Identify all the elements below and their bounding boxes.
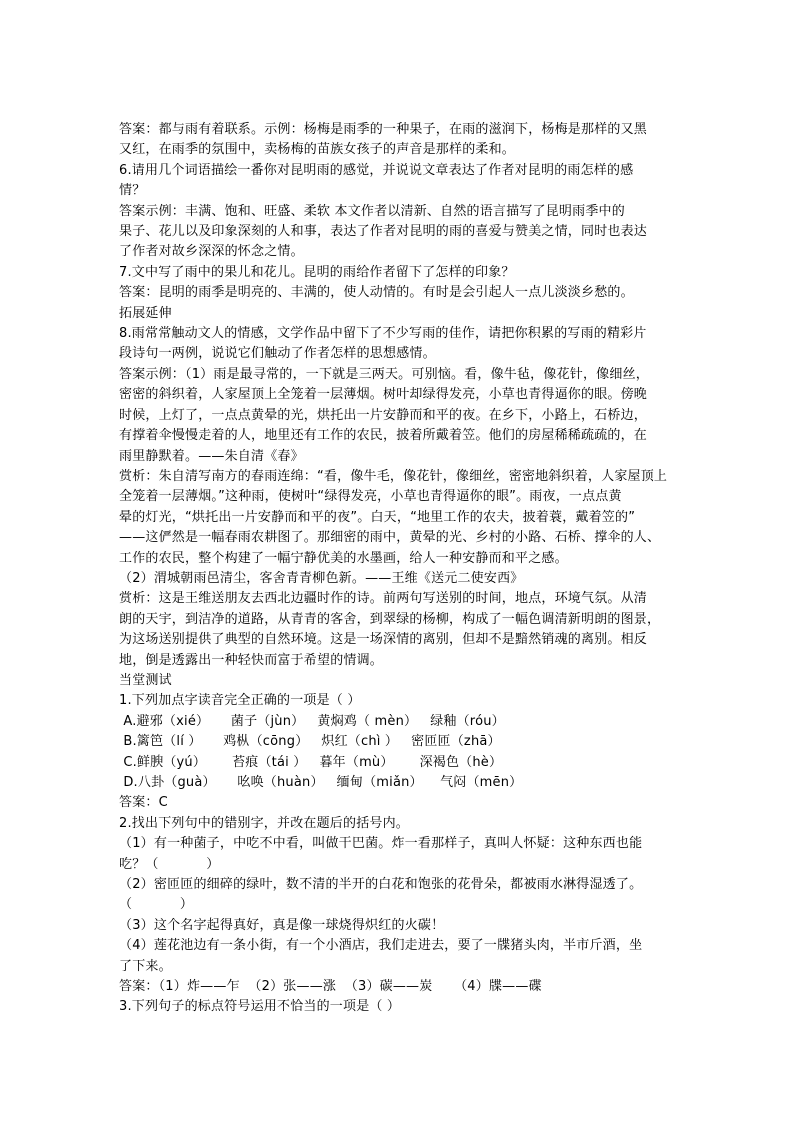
text-line: 了下来。 (119, 958, 172, 974)
text-line: 工作的农民，整个构建了一幅宁静优美的水墨画，给人一种安静而和平之感。 (119, 550, 568, 566)
text-line: 朗的天宇，到洁净的道路，从青青的客舍，到翠绿的杨柳，构成了一幅色调清新明朗的图景， (119, 611, 661, 627)
text-line: 雨里静默着。——朱自清《春》 (119, 448, 304, 464)
option-a: A.避邪（xié） 菌子（jùn） 黄焖鸡（ mèn） 绿釉（róu） (119, 713, 505, 729)
question-2: 2.找出下列句中的错别字，并改在题后的括号内。 (119, 815, 410, 831)
option-d: D.八卦（guà） 吆唤（huàn） 缅甸（miǎn） 气闷（mēn） (119, 775, 523, 790)
answer-7: 答案：昆明的雨季是明亮的、丰满的，使人动情的。有时是会引起人一点儿淡淡乡愁的。 (119, 285, 634, 301)
text-line: 有撑着伞慢慢走着的人，地里还有工作的农民，披着所戴着笠。他们的房屋稀稀疏疏的，在 (119, 428, 648, 444)
appreciation-2: 赏析：这是王维送朋友去西北边疆时作的诗。前两句写送别的时间，地点，环境气氛。从清 (119, 591, 648, 607)
text-line: 答案：都与雨有着联系。示例：杨梅是雨季的一种果子，在雨的滋润下，杨梅是那样的又黑 (119, 122, 648, 137)
section-heading: 拓展延伸 (119, 305, 172, 321)
answer-1: 答案：C (119, 795, 168, 811)
text-line: 晕的灯光，“烘托出一片安静而和平的夜”。白天，“地里工作的农夫，披着蓑，戴着笠的” (119, 509, 636, 525)
question-3: 3.下列句子的标点符号运用不恰当的一项是（ ） (119, 999, 401, 1015)
answer-6: 答案示例：丰满、饱和、旺盛、柔软 本文作者以清新、自然的语言描写了昆明雨季中的 (119, 203, 625, 219)
text-line: 果子、花儿以及印象深刻的人和事，表达了作者对昆明的雨的喜爱与赞美之情，同时也表达 (119, 224, 648, 240)
section-heading: 当堂测试 (119, 672, 172, 688)
text-line: 吃？（ ） (119, 856, 220, 872)
text-line: 情？ (119, 183, 146, 199)
text-line: 地，倒是透露出一种轻快而富于希望的情调。 (119, 652, 384, 668)
text-line: 密密的斜织着，人家屋顶上全笼着一层薄烟。树叶却绿得发亮，小草也青得逼你的眼。傍晚 (119, 387, 648, 403)
answer-2: 答案：（1）炸——乍 （2）张——涨 （3）碳——炭 （4）牒——碟 (119, 979, 542, 995)
poem-line: （2）渭城朝雨邑清尘，客舍青青柳色新。——王维《送元二使安西》 (119, 570, 524, 586)
item-2-1: （1）有一种菌子，中吃不中看，叫做干巴菌。炸一看那样子，真叫人怀疑：这种东西也能 (119, 836, 643, 852)
text-line: ——这俨然是一幅春雨农耕图了。那细密的雨中，黄晕的光、乡村的小路、石桥、撑伞的人、 (119, 530, 661, 546)
text-line: 为这场送别提供了典型的自然环境。这是一场深情的离别，但却不是黯然销魂的离别。相反 (119, 632, 648, 648)
option-c: C.鲜腴（yú） 苔痕（tái ） 暮年（mù） 深褐色（hè） (119, 754, 503, 770)
text-line: 全笼着一层薄烟。”这种雨，使树叶“绿得发亮，小草也青得逼你的眼”。雨夜，一点点黄 (119, 489, 622, 505)
item-2-2: （2）密匝匝的细碎的绿叶，数不清的半开的白花和饱张的花骨朵，都被雨水淋得湿透了。 (119, 877, 643, 893)
option-b: B.篱笆（lí ） 鸡枞（cōng） 炽红（chì ） 密匝匝（zhā） (119, 734, 501, 750)
question-6: 6.请用几个词语描绘一番你对昆明雨的感觉，并说说文章表达了作者对昆明的雨怎样的感 (119, 162, 634, 178)
document-page (119, 120, 679, 1018)
text-line: 又红，在雨季的氛围中，卖杨梅的苗族女孩子的声音是那样的柔和。 (119, 142, 516, 158)
question-7: 7.文中写了雨中的果儿和花儿。昆明的雨给作者留下了怎样的印象？ (119, 264, 515, 280)
question-8: 8.雨常常触动文人的情感，文学作品中留下了不少写雨的佳作，请把你积累的写雨的精彩片 (119, 326, 647, 342)
text-line: 时候，上灯了，一点点黄晕的光，烘托出一片安静而和平的夜。在乡下，小路上，石桥边， (119, 407, 648, 423)
item-2-4: （4）莲花池边有一条小街，有一个小酒店，我们走进去，要了一牒猪头肉，半市斤酒，坐 (119, 938, 643, 954)
question-1: 1.下列加点字读音完全正确的一项是（ ） (119, 693, 361, 709)
text-line: （ ） (119, 897, 194, 913)
answer-8: 答案示例：（1）雨是最寻常的，一下就是三两天。可别恼。看，像牛毡，像花针，像细丝， (119, 366, 649, 382)
item-2-3: （3）这个名字起得真好，真是像一球烧得炽红的火碳！ (119, 917, 445, 933)
text-line: 段诗句一两例，说说它们触动了作者怎样的思想感情。 (119, 346, 436, 362)
appreciation-1: 赏析：朱自清写南方的春雨连绵：“看，像牛毛，像花针，像细丝，密密地斜织着，人家屋顶上 (119, 468, 668, 484)
text-line: 了作者对故乡深深的怀念之情。 (119, 244, 304, 260)
